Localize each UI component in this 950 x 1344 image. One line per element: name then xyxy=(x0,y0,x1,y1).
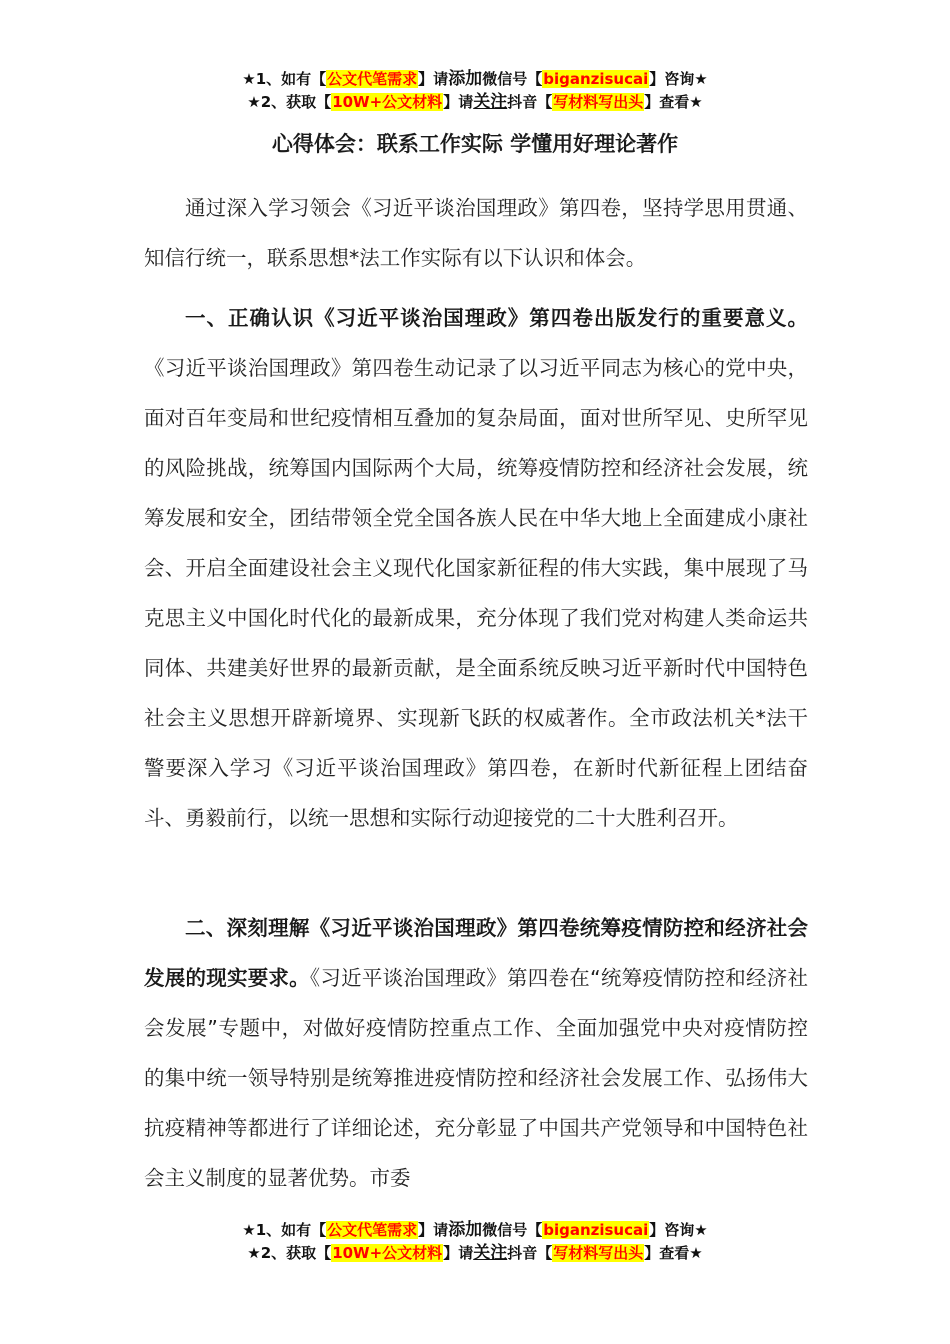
highlight-text: 10W+公文材料 xyxy=(332,1244,443,1262)
banner-text: 】请 xyxy=(443,93,474,111)
banner-text: ★1、如有【 xyxy=(242,1221,327,1239)
emphasis-text: 关注 xyxy=(473,1243,508,1263)
banner-text: 抖音【 xyxy=(507,1244,553,1262)
highlight-text: 10W+公文材料 xyxy=(332,93,443,111)
banner-line-2 xyxy=(0,91,950,114)
banner-text: 】查看★ xyxy=(644,1244,703,1262)
section-heading: 一、正确认识《习近平谈治国理政》第四卷出版发行的重要意义。 xyxy=(185,306,808,330)
emphasis-text: 添加 xyxy=(448,1220,483,1240)
banner-text: 】咨询★ xyxy=(649,70,708,88)
footer-banner xyxy=(0,1219,950,1265)
section-heading: 二、深刻理解《习近平谈治国理政》第四卷统筹疫情防控和经济社会发展的现实要求。 xyxy=(144,916,808,990)
banner-line-2 xyxy=(0,1242,950,1265)
highlight-text: 公文代笔需求 xyxy=(327,1221,418,1239)
emphasis-text: 关注 xyxy=(473,92,508,112)
emphasis-text: 添加 xyxy=(448,69,483,89)
document-title: 心得体会：联系工作实际 学懂用好理论著作 xyxy=(271,132,679,156)
douyin-account: 写材料写出头 xyxy=(553,93,644,111)
banner-text: 微信号【 xyxy=(482,1221,543,1239)
wechat-id: biganzisucai xyxy=(543,70,649,88)
paragraph-section-2 xyxy=(144,903,808,1203)
banner-text: ★1、如有【 xyxy=(242,70,327,88)
banner-text: 微信号【 xyxy=(482,70,543,88)
banner-text: 】请 xyxy=(443,1244,474,1262)
paragraph-section-1 xyxy=(144,293,808,843)
paragraph-intro xyxy=(144,183,808,283)
highlight-text: 公文代笔需求 xyxy=(327,70,418,88)
douyin-account: 写材料写出头 xyxy=(553,1244,644,1262)
paragraph-text: 《习近平谈治国理政》第四卷在“统筹疫情防控和经济社会发展”专题中，对做好疫情防控重点工作、全面加强党中央对疫情防控的集中统一领导特别是统筹推进疫情防控和经济社会发展工作、弘扬伟大抗疫精神等都进行了详细论述，充分彰显了中国共产党领导和中国特色社会主义制度的显著优势。市委 xyxy=(144,966,808,1190)
wechat-id: biganzisucai xyxy=(543,1221,649,1239)
banner-text: 】请 xyxy=(418,70,449,88)
banner-text: 】查看★ xyxy=(644,93,703,111)
banner-text: 】请 xyxy=(418,1221,449,1239)
paragraph-text: 通过深入学习领会《习近平谈治国理政》第四卷，坚持学思用贯通、知信行统一，联系思想*法工作实际有以下认识和体会。 xyxy=(144,196,808,270)
banner-line-1 xyxy=(0,1219,950,1242)
banner-line-1 xyxy=(0,68,950,91)
banner-text: ★2、获取【 xyxy=(247,93,332,111)
banner-text: ★2、获取【 xyxy=(247,1244,332,1262)
banner-text: 】咨询★ xyxy=(649,1221,708,1239)
header-banner xyxy=(0,68,950,114)
paragraph-text: 《习近平谈治国理政》第四卷生动记录了以习近平同志为核心的党中央，面对百年变局和世纪疫情相互叠加的复杂局面，面对世所罕见、史所罕见的风险挑战，统筹国内国际两个大局，统筹疫情防控和经济社会发展，统筹发展和安全，团结带领全党全国各族人民在中华大地上全面建成小康社会、开启全面建设社会主义现代化国家新征程的伟大实践，集中展现了马克思主义中国化时代化的最新成果，充分体现了我们党对构建人类命运共同体、共建美好世界的最新贡献，是全面系统反映习近平新时代中国特色社会主义思想开辟新境界、实现新飞跃的权威著作。全市政法机关*法干警要深入学习《习近平谈治国理政》第四卷，在新时代新征程上团结奋斗、勇毅前行，以统一思想和实际行动迎接党的二十大胜利召开。 xyxy=(144,356,808,830)
banner-text: 抖音【 xyxy=(507,93,553,111)
